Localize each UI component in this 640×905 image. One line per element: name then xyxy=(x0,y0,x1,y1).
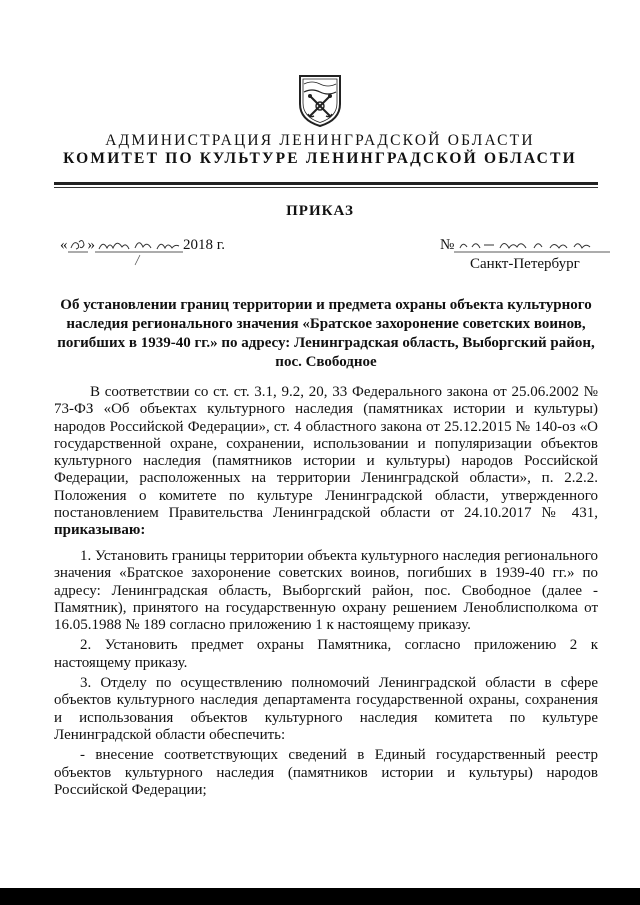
handwritten-day xyxy=(68,236,88,254)
order-items xyxy=(54,548,598,799)
document-heading: Об установлении границ территории и предмета охраны объекта культурного наследия регионального значения «Братское захоронение советских воинов, погибших в 1939-40 гг.» по адресу: Ленинградская область, Выборгский район, пос. Свободное xyxy=(57,297,595,370)
order-title: ПРИКАЗ xyxy=(286,203,354,219)
handwritten-number xyxy=(454,236,610,254)
coat-of-arms-icon xyxy=(296,70,344,128)
date-open-quote: « xyxy=(60,237,68,253)
number-sign: № xyxy=(440,237,455,253)
order-item-3: 3. Отделу по осуществлению полномочий Ленинградской области в сфере объектов культурного наследия департамента государственной охраны, сохранения и использования объектов культурного наследия комитета по культуре Ленинградской области обеспечить: xyxy=(54,675,598,743)
preamble-paragraph xyxy=(54,384,598,540)
order-date xyxy=(60,236,225,254)
handwritten-month xyxy=(95,236,183,254)
header-divider-thick xyxy=(54,182,598,185)
date-year: 2018 г. xyxy=(183,237,225,253)
scan-bottom-edge xyxy=(0,888,640,905)
order-number xyxy=(440,236,610,254)
order-item-2: 2. Установить предмет охраны Памятника, согласно приложению 2 к настоящему приказу. xyxy=(54,637,598,671)
date-close-quote: » xyxy=(87,237,95,253)
header-divider-thin xyxy=(54,187,598,188)
committee-name: КОМИТЕТ ПО КУЛЬТУРЕ ЛЕНИНГРАДСКОЙ ОБЛАСТИ xyxy=(63,150,577,167)
order-item-3-subitem: - внесение соответствующих сведений в Единый государственный реестр объектов культурного наследия (памятников истории и культуры) народов Российской Федерации; xyxy=(54,747,598,798)
order-item-1: 1. Установить границы территории объекта культурного наследия регионального значения «Братское захоронение советских воинов, погибших в 1939-40 гг.» по адресу: Ленинградская область, Выборгский район, пос. Свободное (далее - Памятник), принятого на государственную охрану решением Леноблисполкома от 16.05.1988 № 189 согласно приложению 1 к настоящему приказу. xyxy=(54,548,598,634)
handwritten-mark xyxy=(132,254,142,271)
preamble-text: В соответствии со ст. ст. 3.1, 9.2, 20, 33 Федерального закона от 25.06.2002 № 73-ФЗ «Об объектах культурного наследия (памятниках истории и культуры) народов Российской Федерации», ст. 4 областного закона от 25.12.2015 № 140-оз «О государственной охране, сохранении, использовании и популяризации объектов культурного наследия (памятников истории и культуры) народов Российской Федерации, расположенных на территории Ленинградской области», п. 2.2.2. Положения о комитете по культуре Ленинградской области, утвержденного постановлением Правительства Ленинградской области от 24.10.2017 № 431, xyxy=(54,384,598,522)
organization-name: АДМИНИСТРАЦИЯ ЛЕНИНГРАДСКОЙ ОБЛАСТИ xyxy=(105,132,535,149)
city-name: Санкт-Петербург xyxy=(470,256,580,272)
decree-word: приказываю: xyxy=(54,522,146,539)
